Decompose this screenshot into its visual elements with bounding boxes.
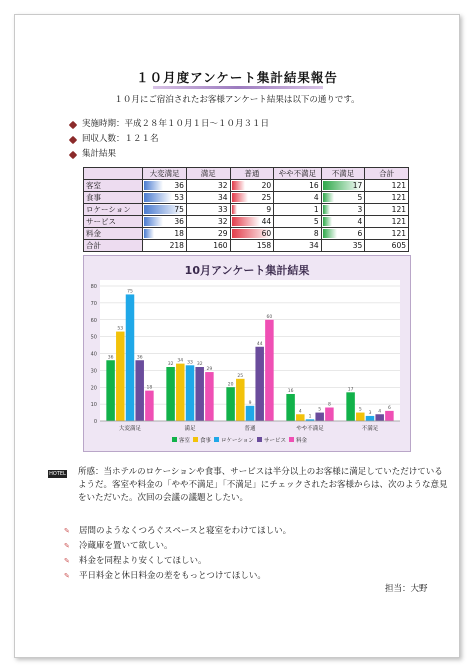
data-label: 1	[308, 414, 312, 420]
data-label: 44	[256, 341, 263, 347]
data-bar	[144, 181, 163, 190]
pen-icon: ✎	[64, 542, 70, 550]
chart-bar	[126, 294, 135, 421]
data-bar	[323, 217, 332, 226]
table-row	[84, 240, 409, 252]
chart-bar	[346, 392, 355, 421]
y-tick-label: 60	[90, 317, 97, 324]
data-bar	[232, 193, 248, 202]
document-title: １０月度アンケート集計結果報告	[136, 70, 338, 85]
table-cell: 44	[230, 216, 274, 228]
chart-bar	[106, 360, 115, 421]
data-label: 75	[127, 289, 133, 295]
results-table	[83, 167, 409, 252]
data-label: 5	[318, 407, 322, 413]
table-cell: 121	[365, 216, 409, 228]
table-row	[84, 180, 409, 192]
legend-label: 料金	[296, 438, 308, 444]
chart-bar	[145, 391, 154, 421]
data-label: 33	[187, 360, 193, 366]
table-cell: 218	[143, 240, 187, 252]
legend-swatch	[214, 437, 219, 442]
table-cell: 33	[186, 204, 230, 216]
hotel-badge-icon: HOTEL	[49, 471, 66, 477]
x-tick-label: 普通	[244, 426, 256, 432]
row-label: サービス	[84, 216, 143, 228]
chart-bar	[205, 372, 214, 421]
row-label: 食事	[84, 192, 143, 204]
table-cell: 29	[186, 228, 230, 240]
list-item: ✎ 平日料金と休日料金の差をもっとつけてほしい。	[64, 569, 291, 584]
legend-label: 食事	[200, 438, 212, 444]
row-label: ロケーション	[84, 204, 143, 216]
table-cell: 5	[321, 192, 365, 204]
list-item: ✎ 居間のようなくつろぐスペースと寝室をわけてほしい。	[64, 524, 291, 539]
row-label: 料金	[84, 228, 143, 240]
chart-bar	[226, 387, 235, 421]
table-cell: 121	[365, 192, 409, 204]
chart-bar	[286, 394, 295, 421]
y-tick-label: 20	[90, 385, 97, 392]
data-label: 4	[298, 409, 302, 415]
info-item: 回収人数：１２１名	[70, 132, 269, 147]
info-item: 集計結果	[70, 147, 269, 162]
table-cell: 9	[230, 204, 274, 216]
x-tick-label: 満足	[184, 426, 196, 432]
chart-bar	[195, 367, 204, 421]
data-label: 6	[387, 405, 391, 411]
chart-canvas	[84, 256, 410, 451]
chart-bar	[135, 360, 144, 421]
table-header: 普通	[230, 168, 274, 180]
legend-swatch	[172, 437, 177, 442]
table-cell: 160	[186, 240, 230, 252]
data-label: 20	[227, 382, 234, 388]
data-bar	[144, 193, 172, 202]
table-cell: 32	[186, 180, 230, 192]
table-cell: 158	[230, 240, 274, 252]
pen-icon: ✎	[64, 527, 70, 535]
table-cell: 34	[274, 240, 322, 252]
chart-bar	[265, 320, 274, 421]
table-cell: 121	[365, 180, 409, 192]
y-tick-label: 80	[90, 284, 97, 290]
table-cell: 32	[186, 216, 230, 228]
chart-bar	[176, 364, 185, 421]
info-item: 実施時期：平成２８年１０月１日～１０月３１日	[70, 117, 269, 132]
table-header-row	[84, 168, 409, 180]
data-bar	[144, 217, 163, 226]
list-item: ✎ 冷蔵庫を置いて欲しい。	[64, 539, 291, 554]
y-tick-label: 10	[90, 402, 97, 409]
chart-bar	[296, 414, 305, 421]
table-row	[84, 204, 409, 216]
chart-bar	[255, 347, 264, 421]
data-label: 8	[327, 402, 331, 408]
y-tick-label: 30	[90, 368, 97, 375]
table-row	[84, 228, 409, 240]
data-label: 36	[136, 355, 143, 361]
chart-bar	[116, 332, 125, 421]
survey-info	[70, 117, 269, 162]
table-cell: 36	[143, 216, 187, 228]
table-cell: 605	[365, 240, 409, 252]
chart-bar	[166, 367, 175, 421]
row-label: 客室	[84, 180, 143, 192]
intro-text: １０月にご宿泊されたお客様アンケート結果は以下の通りです。	[114, 95, 360, 105]
table-row	[84, 216, 409, 228]
table-cell: 121	[365, 204, 409, 216]
data-label: 53	[117, 326, 124, 332]
y-tick-label: 50	[90, 334, 97, 341]
chart-bar	[375, 414, 384, 421]
chart-bar	[385, 411, 394, 421]
table-cell: 36	[143, 180, 187, 192]
data-label: 60	[266, 314, 273, 320]
data-label: 32	[167, 362, 174, 367]
data-bar	[323, 193, 335, 202]
data-bar	[232, 217, 261, 226]
data-bar	[232, 205, 238, 214]
owner-text: 担当：大野	[385, 584, 428, 594]
data-label: 34	[177, 358, 184, 364]
table-cell: 35	[321, 240, 365, 252]
chart-bar	[366, 416, 375, 421]
table-cell: 5	[274, 216, 322, 228]
remark-text: 所感：当ホテルのロケーションや食事、サービスは半分以上のお客様に満足していただけているようだ。客室や料金の「やや不満足」「不満足」にチェックされたお客様からは、次のような意見をいただいた。次回の会議の議題としたい。	[78, 467, 448, 503]
table-header: 不満足	[321, 168, 365, 180]
table-cell: 75	[143, 204, 187, 216]
data-label: 17	[347, 387, 354, 393]
data-label: 36	[107, 355, 114, 361]
table-header: やや不満足	[274, 168, 322, 180]
pen-icon: ✎	[64, 557, 70, 565]
x-tick-label: やや不満足	[296, 426, 324, 432]
table-cell: 34	[186, 192, 230, 204]
table-cell: 25	[230, 192, 274, 204]
table-cell: 53	[143, 192, 187, 204]
chart-bar	[236, 379, 245, 421]
table-header: 大変満足	[143, 168, 187, 180]
data-label: 5	[358, 407, 362, 413]
table-cell: 6	[321, 228, 365, 240]
data-bar	[323, 205, 330, 214]
data-label: 25	[237, 373, 244, 379]
bullet-icon	[69, 150, 77, 158]
pen-icon: ✎	[64, 572, 70, 580]
legend-label: サービス	[264, 438, 287, 444]
request-list	[64, 524, 291, 584]
legend-swatch	[257, 437, 262, 442]
legend-swatch	[289, 437, 294, 442]
data-bar	[232, 181, 245, 190]
table-corner	[84, 168, 143, 180]
legend-label: ロケーション	[221, 438, 254, 444]
data-bar	[144, 229, 153, 238]
data-label: 4	[378, 409, 382, 415]
table-cell: 60	[230, 228, 274, 240]
chart-bar	[356, 413, 365, 421]
data-label: 32	[196, 362, 203, 367]
chart-title: 10月アンケート集計結果	[184, 264, 310, 277]
table-row	[84, 192, 409, 204]
x-tick-label: 不満足	[361, 426, 379, 432]
data-label: 29	[206, 367, 213, 373]
table-cell: 17	[321, 180, 365, 192]
table-cell: 3	[321, 204, 365, 216]
table-header: 合計	[365, 168, 409, 180]
chart-bar	[325, 408, 334, 422]
data-bar	[323, 229, 337, 238]
data-label: 9	[248, 400, 252, 406]
data-label: 18	[146, 385, 153, 391]
bullet-icon	[69, 135, 77, 143]
table-cell: 8	[274, 228, 322, 240]
table-cell: 16	[274, 180, 322, 192]
legend-label: 客室	[179, 438, 191, 444]
chart-bar	[186, 365, 195, 421]
table-header: 満足	[186, 168, 230, 180]
table-cell: 18	[143, 228, 187, 240]
chart-bar	[246, 406, 255, 421]
y-tick-label: 70	[90, 300, 97, 307]
table-cell: 4	[274, 192, 322, 204]
table-cell: 1	[274, 204, 322, 216]
data-label: 16	[287, 389, 294, 394]
y-tick-label: 40	[90, 351, 97, 358]
y-tick-label: 0	[93, 419, 97, 425]
bullet-icon	[69, 120, 77, 128]
table-cell: 20	[230, 180, 274, 192]
legend-swatch	[193, 437, 198, 442]
table-cell: 121	[365, 228, 409, 240]
survey-chart	[83, 255, 411, 452]
title-underline	[153, 86, 323, 89]
x-tick-label: 大変満足	[118, 426, 142, 432]
list-item: ✎ 料金を同程より安くしてほしい。	[64, 554, 291, 569]
chart-bar	[315, 413, 324, 421]
row-label: 合計	[84, 240, 143, 252]
data-label: 3	[368, 410, 372, 416]
table-cell: 4	[321, 216, 365, 228]
